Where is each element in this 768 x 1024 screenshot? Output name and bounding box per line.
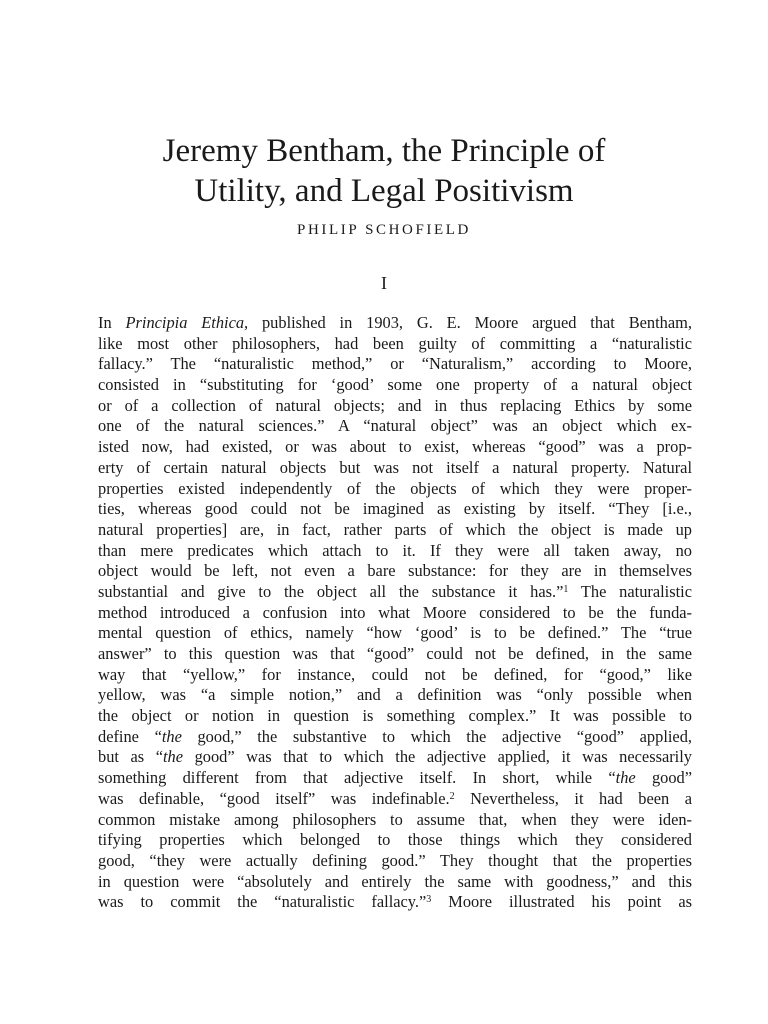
text-run: common mistake among philosophers to assume that, when they were iden- (98, 809, 692, 829)
text-line (98, 830, 692, 851)
text-line (98, 479, 692, 500)
text-run: The naturalistic (568, 581, 693, 601)
text-run: or of a collection of natural objects; and in thus replacing Ethics by some (98, 395, 692, 415)
italic-text: the (162, 747, 184, 767)
text-run: in question were “absolutely and entirely the same with goodness,” and this (98, 871, 692, 891)
text-line (98, 872, 692, 893)
italic-text: Principia Ethica, (125, 313, 249, 332)
text-line (98, 685, 692, 706)
italic-text: the (161, 726, 182, 746)
text-run: mental question of ethics, namely “how ‘good’ is to be defined.” The “true (98, 623, 692, 643)
text-run: tifying properties which belonged to those things which they considered (98, 830, 692, 850)
text-run: ties, whereas good could not be imagined as existing by itself. “They [i.e., (98, 499, 692, 519)
text-line (98, 665, 692, 686)
text-line (98, 810, 692, 831)
text-run: consisted in “substituting for ‘good’ some one property of a natural object (98, 375, 692, 395)
text-run: something different from that adjective itself. In short, while “ (98, 768, 616, 788)
text-run: In (98, 313, 126, 332)
text-run: natural properties] are, in fact, rather parts of which the object is made up (98, 519, 692, 539)
text-line (98, 644, 692, 665)
text-run: was definable, “good itself” was indefinable. (98, 788, 450, 808)
text-run: Nevertheless, it had been a (454, 788, 692, 808)
text-line (98, 727, 692, 748)
text-run: fallacy.” The “naturalistic method,” or “Naturalism,” according to Moore, (98, 354, 692, 374)
text-run: one of the natural sciences.” A “natural object” was an object which ex- (98, 416, 692, 436)
text-line (98, 396, 692, 417)
text-run: properties existed independently of the objects of which they were proper- (98, 478, 692, 498)
text-run: object would be left, not even a bare substance: for they are in themselves (98, 561, 692, 581)
text-line (98, 623, 692, 644)
text-line (98, 603, 692, 624)
text-run: isted now, had existed, or was about to exist, whereas “good” was a prop- (98, 437, 692, 457)
footnote-marker: 2 (449, 790, 455, 802)
text-run: substantial and give to the object all the substance it has.” (98, 581, 564, 601)
text-line (98, 582, 692, 603)
text-line (98, 789, 692, 810)
body-paragraph (98, 313, 692, 913)
text-run: good” (635, 768, 693, 788)
text-run: define “ (98, 726, 162, 746)
text-line (98, 499, 692, 520)
text-run: good,” the substantive to which the adjective “good” applied, (181, 726, 692, 746)
text-run: like most other philosophers, had been guilty of committing a “naturalistic (98, 333, 692, 353)
text-line (98, 375, 692, 396)
text-run: yellow, was “a simple notion,” and a definition was “only possible when (98, 685, 692, 705)
text-run: published in 1903, G. E. Moore argued that Bentham, (248, 313, 692, 332)
text-line (98, 706, 692, 727)
text-run: good” was that to which the adjective applied, it was necessarily (183, 747, 692, 767)
text-line (98, 541, 692, 562)
text-run: Moore illustrated his point as (431, 892, 692, 912)
text-run: but as “ (98, 747, 163, 767)
text-line (98, 437, 692, 458)
article-title-line-1: Jeremy Bentham, the Principle of (162, 133, 606, 169)
text-run: erty of certain natural objects but was not itself a natural property. Natural (98, 457, 692, 477)
text-run: method introduced a confusion into what Moore considered to be the funda- (98, 602, 692, 622)
text-run: answer” to this question was that “good” could not be defined, in the same (98, 644, 692, 663)
author-name: PHILIP SCHOFIELD (297, 222, 471, 238)
article-title-line-2: Utility, and Legal Positivism (194, 173, 574, 209)
text-run: than mere predicates which attach to it. If they were all taken away, no (98, 540, 692, 560)
text-line (98, 851, 692, 872)
text-line (98, 892, 692, 913)
text-run: good, “they were actually defining good.” They thought that the properties (98, 850, 692, 870)
text-line (98, 334, 692, 355)
text-run: was to commit the “naturalistic fallacy.” (98, 892, 427, 912)
text-line (98, 354, 692, 375)
section-number: I (381, 273, 387, 293)
text-line (98, 768, 692, 789)
italic-text: the (615, 768, 636, 788)
text-line (98, 458, 692, 479)
text-run: the object or notion in question is something complex.” It was possible to (98, 706, 692, 726)
text-line (98, 520, 692, 541)
text-run: way that “yellow,” for instance, could not be defined, for “good,” like (98, 664, 692, 684)
footnote-marker: 3 (426, 894, 432, 906)
text-line (98, 416, 692, 437)
text-line (98, 313, 692, 334)
text-line (98, 747, 692, 768)
footnote-marker: 1 (563, 583, 569, 595)
text-line (98, 561, 692, 582)
